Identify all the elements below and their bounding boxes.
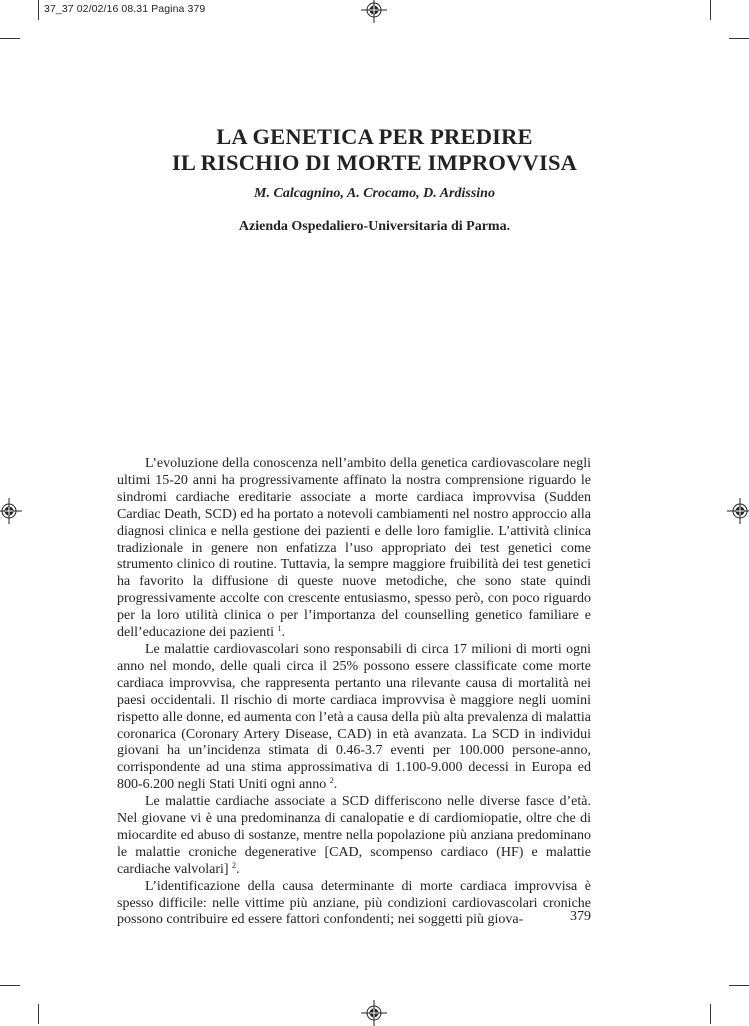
- paragraph-2: [117, 642, 591, 794]
- crop-mark-bottom-left: [38, 1004, 39, 1024]
- paragraph-4-text: L’identificazione della causa determinante di morte cardiaca improvvisa è spesso difficile: nelle vittime più anziane, più condizioni cardiovascolari croniche possono contribuire ed essere fattori confondenti; nei soggetti più giova-: [117, 878, 591, 928]
- print-slug: 37_37 02/02/16 08.31 Pagina 379: [44, 3, 206, 15]
- reference-marker: 2: [232, 860, 237, 870]
- paragraph-1: [117, 456, 591, 642]
- crop-mark-top-left-h: [0, 38, 20, 39]
- reference-marker: 1: [277, 624, 282, 634]
- affiliation: Azienda Ospedaliero-Universitaria di Parma.: [238, 219, 511, 234]
- crop-mark-bottom-left-h: [0, 985, 20, 986]
- paragraph-2-text: Le malattie cardiovascolari sono responsabili di circa 17 milioni di morti ogni anno nel mondo, delle quali circa il 25% possono essere classificate come morte cardiaca improvvisa, che rappresenta pertanto una rilevante causa di mortalità nei paesi occidentali. Il rischio di morte cardiaca improvvisa è maggiore negli uomini rispetto alle donne, ed aumenta con l’età a causa della più alta prevalenza di malattia coronarica (Coronary Artery Disease, CAD) in età avanzata. La SCD in individui giovani ha un’incidenza stimata di 0.46-3.7 eventi per 100.000 persone-anno, corrispondente ad una stima approssimativa di 1.100-9.000 decessi in Europa ed 800-6.200 negli Stati Uniti ogni anno: [117, 641, 591, 793]
- registration-mark-right-icon: [727, 498, 749, 524]
- paragraph-end: .: [281, 625, 286, 641]
- crop-mark-bottom-right-h: [729, 985, 749, 986]
- registration-mark-left-icon: [0, 498, 22, 524]
- paragraph-1-text: L’evoluzione della conoscenza nell’ambito della genetica cardiovascolare negli ultimi 15-20 anni ha progressivamente affinato la nostra comprensione riguardo le sindromi cardiache ereditarie associate a morte cardiaca improvvisa (Sudden Cardiac Death, SCD) ed ha portato a notevoli cambiamenti nel nostro approccio alla diagnosi clinica e nella gestione dei pazienti e delle loro famiglie. L’attività clinica tradizionale in genere non enfatizza l’uso appropriato dei test genetici come strumento clinico di routine. Tuttavia, la sempre maggiore fruibilità dei test genetici ha favorito la diffusione di queste nuove metodiche, che sono state quindi progressivamente accolte con crescente entusiasmo, spesso però, con poco riguardo per la loro utilità clinica o per l’importanza del counselling genetico familiare e dell’educazione dei pazienti: [117, 456, 591, 641]
- crop-mark-bottom-right: [710, 1004, 711, 1024]
- paragraph-3: [117, 794, 591, 879]
- authors: M. Calcagnino, A. Crocamo, D. Ardissino: [254, 186, 495, 201]
- article-title-line-2: IL RISCHIO DI MORTE IMPROVVISA: [171, 150, 578, 175]
- crop-mark-top-left: [38, 0, 39, 20]
- paragraph-3-text: Le malattie cardiache associate a SCD differiscono nelle diverse fasce d’età. Nel giovane vi è una predominanza di canalopatie e di cardiomiopatie, oltre che di miocardite ed abuso di sostanze, mentre nella popolazione più anziana predominano le malattie croniche degenerative [CAD, scompenso cardiaco (HF) e malattie cardiache valvolari]: [117, 794, 591, 877]
- crop-mark-top-right: [710, 0, 711, 20]
- paragraph-end: .: [333, 777, 338, 793]
- page-number: 379: [570, 909, 591, 924]
- body-text: [117, 456, 591, 929]
- registration-mark-bottom-icon: [361, 1000, 387, 1026]
- article-title: [0, 124, 749, 176]
- article-title-line-1: LA GENETICA PER PREDIRE: [216, 124, 533, 149]
- registration-mark-top-icon: [361, 0, 387, 23]
- crop-mark-top-right-h: [729, 38, 749, 39]
- paragraph-4: [117, 879, 591, 930]
- paragraph-end: .: [236, 861, 240, 877]
- reference-marker: 2: [329, 776, 334, 786]
